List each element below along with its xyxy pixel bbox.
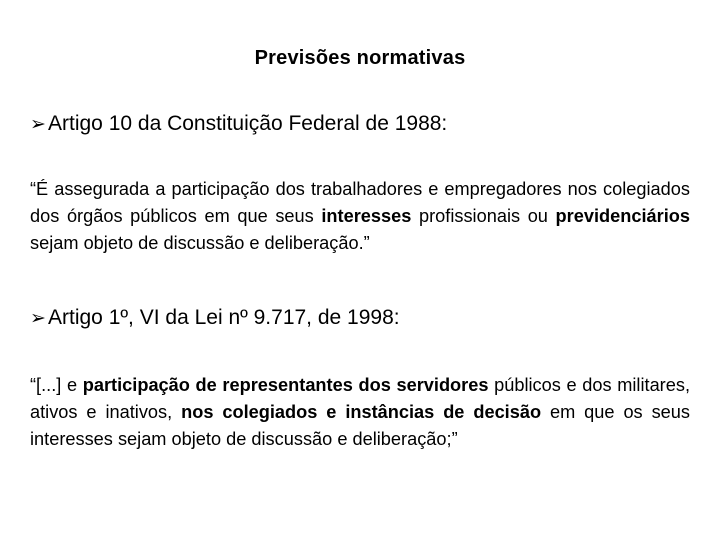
- quote-2: [30, 372, 690, 453]
- section-heading-2: [30, 305, 700, 331]
- section-heading-2-text: Artigo 1º, VI da Lei nº 9.717, de 1998:: [48, 306, 400, 329]
- slide-title: Previsões normativas: [254, 47, 466, 69]
- quote-2-bold-part: nos colegiados e instâncias de decisão: [181, 402, 542, 422]
- quote-2-part: “[...] e: [30, 375, 83, 395]
- quote-1-part: profissionais ou: [411, 206, 556, 226]
- quote-1-bold-part: interesses: [321, 206, 412, 226]
- quote-2-part: públicos e dos militares, ativos e inativos,: [30, 375, 691, 422]
- section-heading-1-text: Artigo 10 da Constituição Federal de 1988:: [48, 112, 448, 135]
- quote-1: [30, 176, 690, 257]
- arrow-bullet-icon: ➢: [30, 113, 46, 135]
- quote-1-part: sejam objeto de discussão e deliberação.”: [30, 233, 370, 253]
- quote-2-part: em que os seus interesses sejam objeto de discussão e deliberação;”: [30, 402, 690, 449]
- section-heading-1: [30, 111, 700, 137]
- arrow-bullet-icon: ➢: [30, 307, 46, 329]
- quote-2-bold-part: participação de representantes dos servidores: [82, 375, 489, 395]
- quote-1-part: “É assegurada a participação dos trabalhadores e empregadores nos colegiados dos órgãos públicos em que seus: [30, 179, 690, 226]
- quote-1-bold-part: previdenciários: [555, 206, 690, 226]
